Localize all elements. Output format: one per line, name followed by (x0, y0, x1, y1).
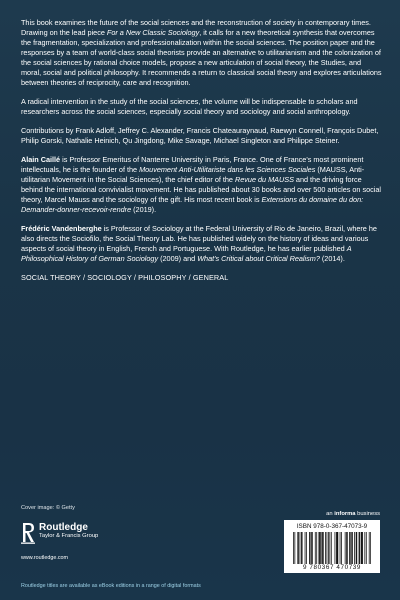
barcode-bar (327, 532, 328, 564)
barcode-bar (321, 532, 322, 564)
bio-text: (2009) and (158, 254, 198, 263)
cover-text (21, 18, 383, 292)
blurb-paragraph-1 (21, 18, 383, 88)
barcode-bar (300, 532, 301, 564)
barcode-bar (294, 532, 295, 564)
author-name: Frédéric Vandenberghe (21, 224, 102, 233)
routledge-r-icon (21, 522, 35, 544)
publisher-website: www.routledge.com (21, 555, 69, 561)
barcode-bar (310, 532, 311, 564)
barcode-bar (325, 532, 326, 564)
bio-title: A Philosophical History of German Sociology (21, 244, 352, 263)
barcode-bar (350, 532, 351, 564)
bio-text: is Professor of Sociology at the Federal University of Rio de Janeiro, Brazil, where he also directs the Sociofilo, the Social Theory Lab. He has published widely on the history of ideas and various aspects of social theory in English, French and Portuguese. With Routledge, he has earlier published (21, 224, 377, 253)
informa-suffix: business (355, 511, 380, 517)
barcode-bar (319, 532, 320, 564)
cover-image-credit: Cover image: © Getty (21, 505, 75, 511)
lead-piece-title: For a New Classic Sociology (106, 28, 200, 37)
barcode-bar (301, 532, 302, 564)
barcode-bar (359, 532, 360, 564)
publisher-logo (21, 522, 98, 544)
barcode-bar (347, 532, 348, 564)
subject-categories: SOCIAL THEORY / SOCIOLOGY / PHILOSOPHY / GENERAL (21, 273, 229, 282)
barcode-bar (356, 532, 357, 564)
barcode-bar (370, 532, 371, 564)
barcode-bar (311, 532, 312, 564)
barcode-bar (354, 532, 355, 564)
barcode-bar (302, 532, 303, 564)
barcode-digits: 9 780367 470739 (302, 564, 362, 571)
barcode-bar (359, 532, 360, 564)
informa-prefix: an (326, 511, 335, 517)
barcode-bar (356, 532, 357, 564)
barcode-bar (337, 532, 338, 564)
barcode-bar (351, 532, 352, 564)
bio-title: What's Critical about Critical Realism? (197, 254, 320, 263)
barcode-bar (337, 532, 338, 564)
barcode-bar (329, 532, 330, 564)
bio-title: Extensions du domaine du don: Demander-donner-recevoir-rendre (21, 195, 364, 214)
publisher-group: Taylor & Francis Group (39, 533, 99, 539)
barcode-bar (362, 532, 363, 564)
author-bio-vandenberghe (21, 224, 383, 264)
barcode-bar (322, 532, 323, 564)
barcode-bar (349, 532, 350, 564)
bio-title: Mouvement Anti-Utilitariste dans les Sciences Sociales (139, 165, 316, 174)
barcode-bar (345, 532, 346, 564)
barcode-bar (293, 532, 294, 564)
barcode-bar (352, 532, 353, 564)
barcode-bar (297, 532, 298, 564)
barcode-bar (319, 532, 320, 564)
publisher-name: Routledge (39, 522, 88, 533)
barcode-bar (341, 532, 342, 564)
barcode-bar (315, 532, 316, 564)
barcode-bar (340, 532, 341, 564)
barcode-bar (320, 532, 321, 564)
bio-text: (2019). (131, 205, 157, 214)
barcode-bar (361, 532, 362, 564)
isbn-barcode-box (284, 520, 380, 573)
isbn-label: ISBN 978-0-367-47073-9 (296, 523, 368, 530)
barcode-bar (362, 532, 363, 564)
barcode (293, 532, 371, 564)
author-name: Alain Caillé (21, 155, 61, 164)
author-bio-caille (21, 155, 383, 215)
blurb-text: , it calls for a new theoretical synthesis that overcomes the fragmentation, specialization and professionalization within the social sciences. The position paper and the responses by a team of world-class social theorists provide an alternative to utilitarianism and the colonization of the social sciences by rational choice models, propose a new articulation of social theory, the Studies, and moral, social and political philosophy. It recommends a return to classical social theory and explores articulations between theories of reciprocity, care and recognition. (21, 28, 382, 87)
bio-text: (2014). (319, 254, 345, 263)
barcode-bar (366, 532, 367, 564)
barcode-bar (369, 532, 370, 564)
informa-business-tag (326, 511, 380, 517)
blurb-paragraph-2: A radical intervention in the study of the social sciences, the volume will be indispensable to scholars and researchers across the social sciences, especially social theory and sociology and social anthropology. (21, 97, 358, 116)
ebook-availability-note: Routledge titles are available as eBook editions in a range of digital formats (21, 583, 201, 589)
barcode-bar (336, 532, 337, 564)
informa-brand: informa (334, 511, 356, 517)
barcode-bar (316, 532, 317, 564)
barcode-bar (335, 532, 336, 564)
bio-title: Revue du MAUSS (234, 175, 294, 184)
bio-text: is Professor Emeritus of Nanterre University in Paris, France. One of France's most prominent intellectuals, he is the founder of the (21, 155, 364, 174)
barcode-bar (309, 532, 310, 564)
barcode-bar (306, 532, 307, 564)
contributors-paragraph: Contributions by Frank Adloff, Jeffrey C. Alexander, Francis Chateauraynaud, Raewyn Connell, François Dubet, Philip Gorski, Nathalie Heinich, Qu Jingdong, Mike Savage, Michael Singleton and Philippe Steiner. (21, 126, 379, 145)
barcode-bar (331, 532, 332, 564)
barcode-bar (305, 532, 306, 564)
barcode-bar (364, 532, 365, 564)
barcode-bar (346, 532, 347, 564)
barcode-bar (298, 532, 299, 564)
barcode-bar (328, 532, 329, 564)
blurb-text: This book examines the future of the social sciences and the reconstruction of society in contemporary times. Drawing on the lead piece (21, 18, 371, 37)
publisher-name-block (39, 522, 98, 540)
barcode-bar (312, 532, 313, 564)
bio-text: and the driving force behind the international convivialist movement. He has published about 30 books and over 500 articles on social theory, Marcel Mauss and the sociology of the gift. His most recent book is (21, 175, 382, 204)
barcode-bar (323, 532, 324, 564)
bio-text: (MAUSS, Anti-utilitarian Movement in the Social Sciences), the chief editor of the (21, 165, 365, 184)
